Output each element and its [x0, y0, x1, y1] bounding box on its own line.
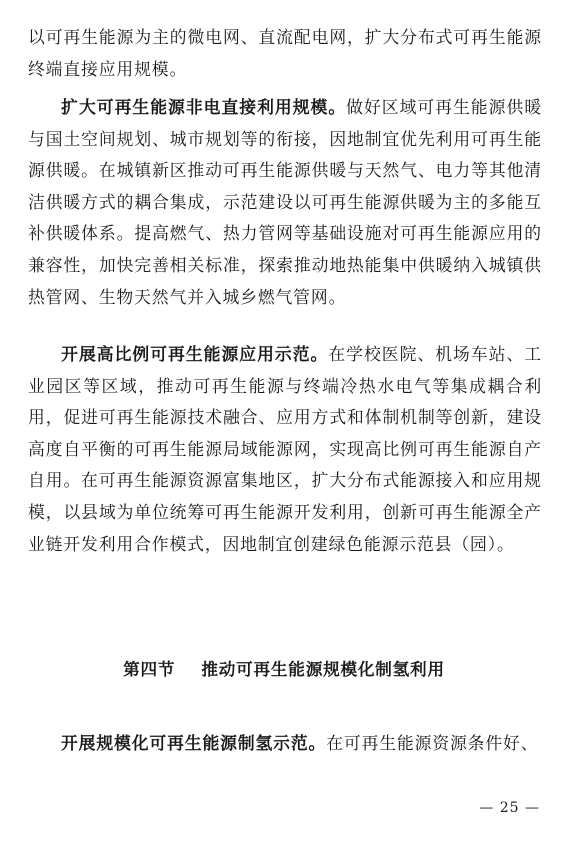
- section-heading: [0, 656, 568, 680]
- paragraph-hydrogen-demo: [28, 728, 542, 760]
- paragraph-lead: 开展高比例可再生能源应用示范。: [61, 344, 329, 364]
- paragraph-text: 在学校医院、机场车站、工业园区等区域，推动可再生能源与终端冷热水电气等集成耦合利用，促进可再生能源技术融合、应用方式和体制机制等创新，建设高度自平衡的可再生能源局域能源网，实现高比例可再生能源自产自用。在可再生能源资源富集地区，扩大分布式能源接入和应用规模，以县域为单位统筹可再生能源开发利用，创新可再生能源全产业链开发利用合作模式，因地制宜创建绿色能源示范县（园）。: [28, 344, 542, 554]
- paragraph-lead: 开展规模化可再生能源制氢示范。: [61, 733, 327, 753]
- paragraph-high-ratio-demo: [28, 339, 542, 560]
- paragraph-text: 以可再生能源为主的微电网、直流配电网，扩大分布式可再生能源终端直接应用规模。: [28, 27, 542, 79]
- section-title: 推动可再生能源规模化制氢利用: [201, 659, 445, 679]
- paragraph-lead: 扩大可再生能源非电直接利用规模。: [61, 97, 347, 117]
- paragraph-text: 在可再生能源资源条件好、: [326, 733, 539, 753]
- section-number: 第四节: [123, 659, 176, 679]
- page-number: — 25 —: [479, 800, 540, 816]
- paragraph-text: 做好区域可再生能源供暖与国土空间规划、城市规划等的衔接，因地制宜优先利用可再生能源供暖。在城镇新区推动可再生能源供暖与天然气、电力等其他清洁供暖方式的耦合集成，示范建设以可再生能源供暖为主的多能互补供暖体系。提高燃气、热力管网等基础设施对可再生能源应用的兼容性，加快完善相关标准，探索推动地热能集中供暖纳入城镇供热管网、生物天然气并入城乡燃气管网。: [28, 97, 542, 307]
- paragraph-microgrid: [28, 22, 542, 85]
- paragraph-non-electric-use: [28, 92, 542, 313]
